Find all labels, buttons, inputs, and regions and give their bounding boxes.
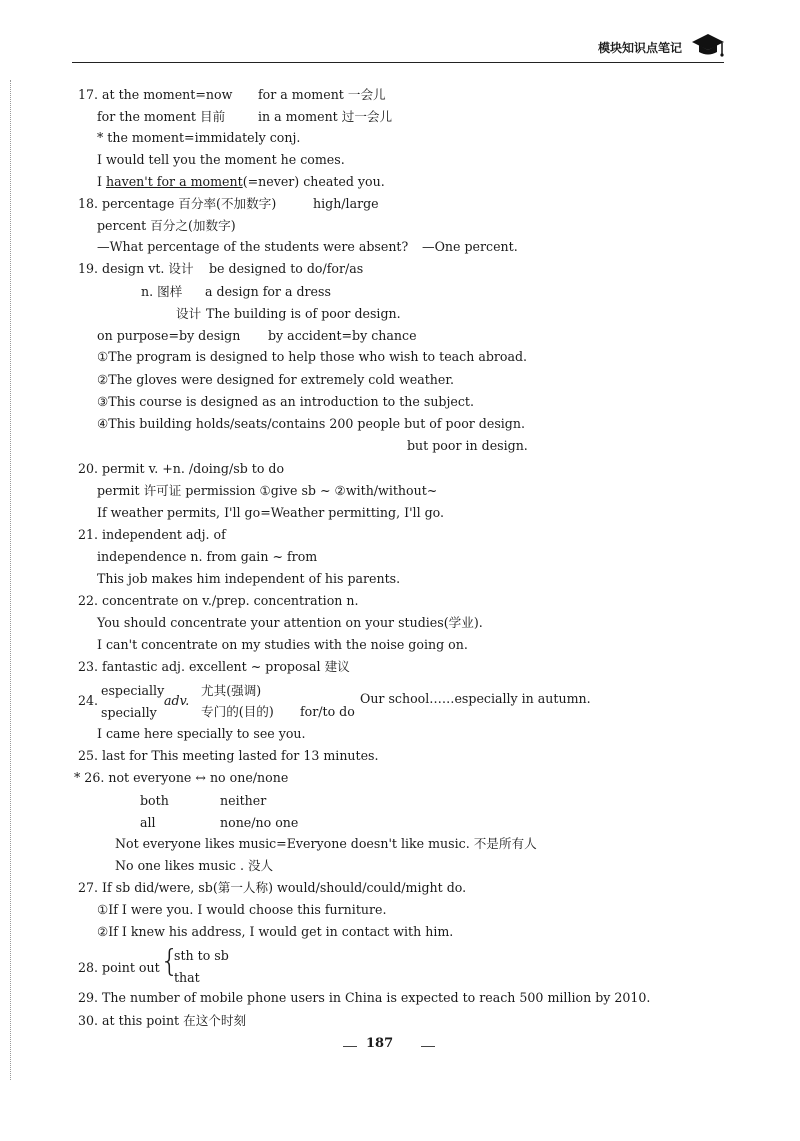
line-19c: n. 图样: [141, 284, 183, 299]
line-23a: 23. fantastic adj. excellent ~ proposal 建议: [78, 659, 350, 674]
line-19e: 设计: [176, 306, 202, 321]
line-17g: [97, 174, 385, 190]
brace-icon: {: [160, 944, 180, 979]
line-24f: for/to do: [300, 704, 355, 719]
page-number-dash-left: [343, 1046, 357, 1047]
line-19l: ④This building holds/seats/contains 200 people but of poor design.: [97, 416, 525, 431]
line-29a: 29. The number of mobile phone users in China is expected to reach 500 million by 2010.: [78, 990, 651, 1005]
line-20b: permit 许可证 permission ①give sb ~ ②with/without~: [97, 483, 438, 498]
line-30a: 30. at this point 在这个时刻: [78, 1013, 247, 1028]
line-24d: 尤其(强调): [201, 683, 262, 698]
line-27a: 27. If sb did/were, sb(第一人称) would/should/could/might do.: [78, 880, 467, 895]
line-19j: ②The gloves were designed for extremely cold weather.: [97, 372, 454, 387]
line-19b: be designed to do/for/as: [209, 261, 364, 276]
line-26f: Not everyone likes music=Everyone doesn't like music. 不是所有人: [115, 836, 537, 851]
header-title: 模块知识点笔记: [598, 41, 683, 55]
line-17e: * the moment=immidately conj.: [97, 130, 301, 145]
line-20c: If weather permits, I'll go=Weather permitting, I'll go.: [97, 505, 445, 520]
line-17g-3: (=never) cheated you.: [242, 174, 385, 189]
graduation-cap-icon: [690, 30, 726, 58]
line-24-number: 24.: [78, 693, 99, 708]
line-27b: ①If I were you. I would choose this furniture.: [97, 902, 387, 917]
line-19d: a design for a dress: [205, 284, 331, 299]
line-20a: 20. permit v. +n. /doing/sb to do: [78, 461, 285, 476]
line-21c: This job makes him independent of his parents.: [97, 571, 401, 586]
line-21b: independence n. from gain ~ from: [97, 549, 318, 564]
line-26d: all: [140, 815, 156, 830]
page-header: [0, 0, 800, 70]
line-26g: No one likes music . 没人: [115, 858, 274, 873]
line-21a: 21. independent adj. of: [78, 527, 226, 542]
line-26e: none/no one: [220, 815, 299, 830]
line-17a: 17. at the moment=now: [78, 87, 233, 102]
line-17c: for the moment 目前: [97, 109, 226, 124]
line-17g-underlined: haven't for a moment: [105, 174, 243, 189]
line-17d: in a moment 过一会儿: [258, 109, 393, 124]
line-24g: Our school……especially in autumn.: [360, 691, 591, 706]
line-24e: 专门的(目的): [201, 704, 274, 719]
line-22b: You should concentrate your attention on your studies(学业).: [97, 615, 483, 630]
line-17b: for a moment 一会儿: [258, 87, 386, 102]
line-22c: I can't concentrate on my studies with the noise going on.: [97, 637, 468, 652]
line-28a: 28. point out: [78, 960, 160, 975]
line-18e: —One percent.: [422, 239, 518, 254]
line-26a: * 26. not everyone ↔ no one/none: [74, 770, 289, 785]
line-19g: on purpose=by design: [97, 328, 241, 343]
line-18b: high/large: [313, 196, 379, 211]
line-19k: ③This course is designed as an introduction to the subject.: [97, 394, 474, 409]
header-rule: [72, 62, 724, 63]
line-26b: both: [140, 793, 169, 808]
line-18c: percent 百分之(加数字): [97, 218, 236, 233]
line-24h: I came here specially to see you.: [97, 726, 306, 741]
line-22a: 22. concentrate on v./prep. concentration n.: [78, 593, 359, 608]
line-28b: sth to sb: [174, 948, 229, 963]
line-25a: 25. last for This meeting lasted for 13 minutes.: [78, 748, 379, 763]
margin-dotted-line: [10, 80, 11, 1080]
line-24a: especially: [101, 683, 165, 698]
line-19i: ①The program is designed to help those who wish to teach abroad.: [97, 349, 528, 364]
page-number-dash-right: [421, 1046, 435, 1047]
line-19h: by accident=by chance: [268, 328, 417, 343]
line-28c: that: [174, 970, 200, 985]
line-17f: I would tell you the moment he comes.: [97, 152, 345, 167]
page-number: 187: [366, 1036, 394, 1051]
line-19a: 19. design vt. 设计: [78, 261, 194, 276]
line-26c: neither: [220, 793, 267, 808]
line-18d: —What percentage of the students were absent?: [97, 239, 409, 254]
line-18a: 18. percentage 百分率(不加数字): [78, 196, 277, 211]
line-19m: but poor in design.: [407, 438, 528, 453]
line-19f: The building is of poor design.: [206, 306, 401, 321]
line-24c: adv.: [164, 693, 190, 708]
line-27c: ②If I knew his address, I would get in contact with him.: [97, 924, 454, 939]
line-24b: specially: [101, 705, 157, 720]
line-17g-1: I: [97, 174, 106, 189]
